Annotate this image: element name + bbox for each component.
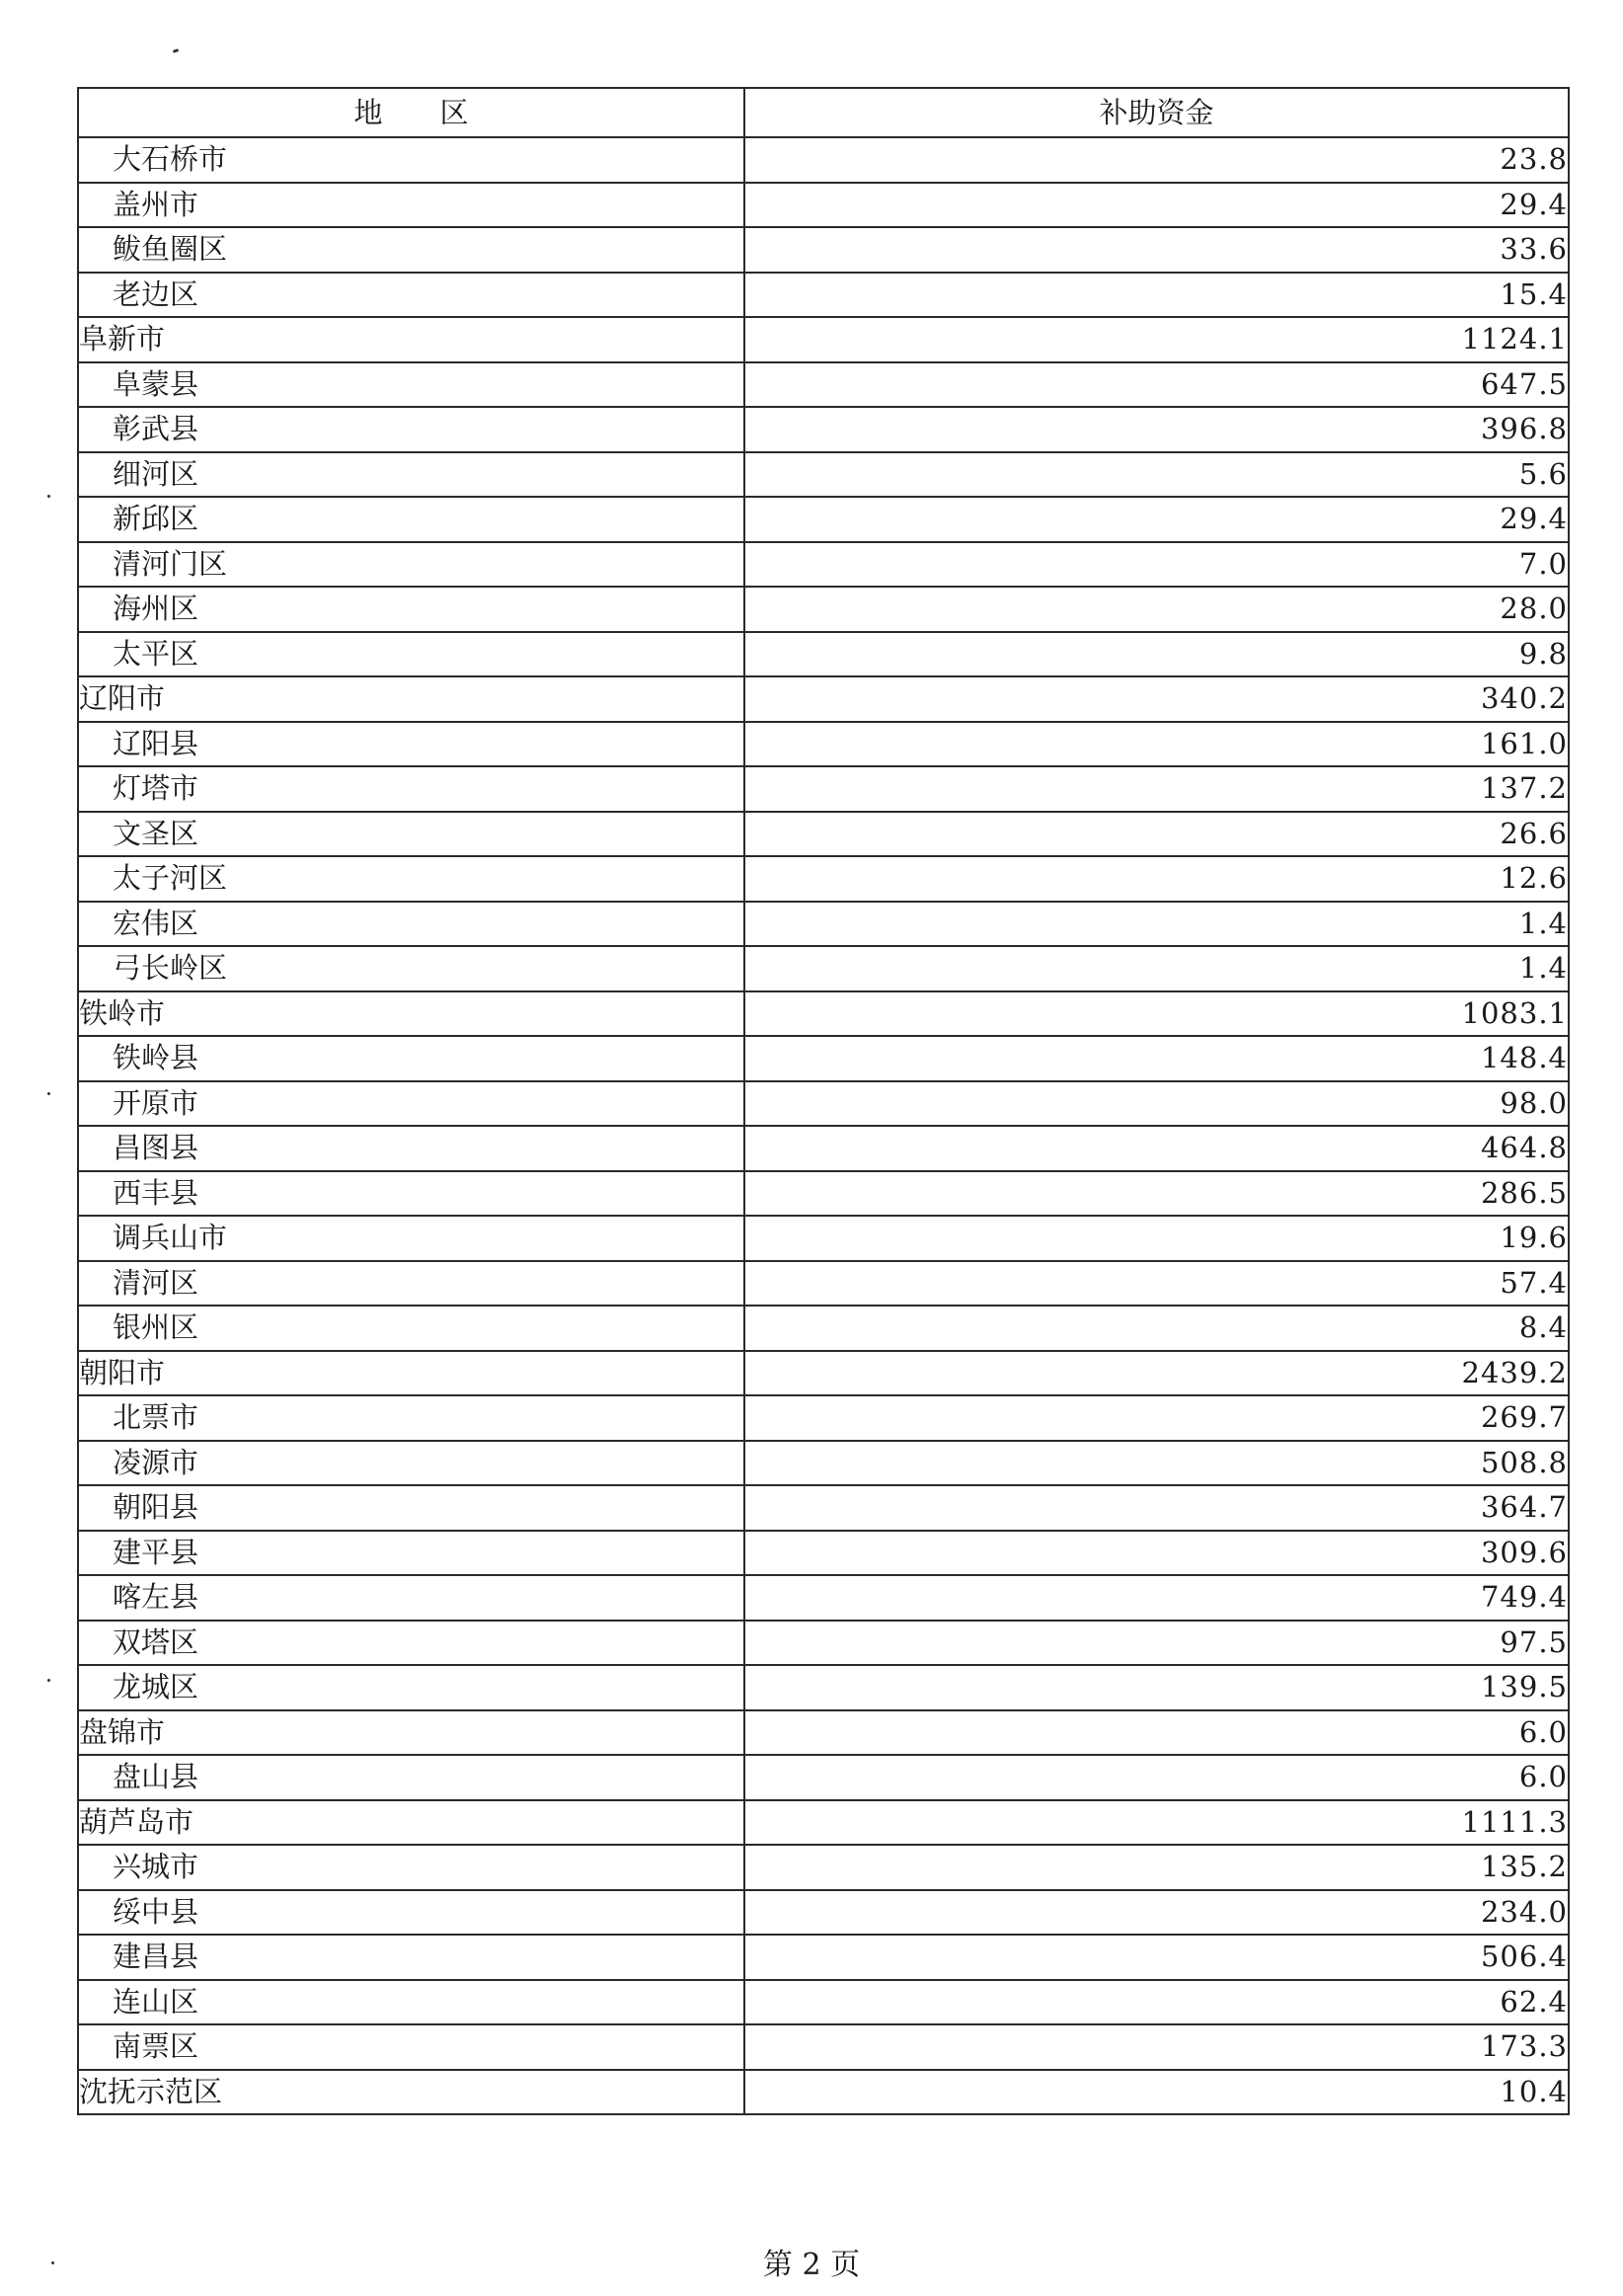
table-row: [78, 317, 1569, 362]
table-row: [78, 1351, 1569, 1396]
amount-cell: 340.2: [744, 676, 1569, 722]
amount-cell: 1111.3: [744, 1800, 1569, 1846]
table-row: [78, 227, 1569, 273]
county-region-cell: 龙城区: [78, 1665, 744, 1710]
county-region-cell: 连山区: [78, 1980, 744, 2025]
county-region-cell: 弓长岭区: [78, 946, 744, 991]
city-region-cell: 葫芦岛市: [78, 1800, 744, 1846]
table-row: [78, 1800, 1569, 1846]
table-row: [78, 856, 1569, 902]
amount-column-header: 补助资金: [744, 88, 1569, 137]
region-column-header: 地 区: [78, 88, 744, 137]
table-row: [78, 722, 1569, 767]
table-row: [78, 1171, 1569, 1217]
county-region-cell: 调兵山市: [78, 1216, 744, 1261]
county-region-cell: 喀左县: [78, 1575, 744, 1621]
scan-mark: [47, 495, 50, 498]
county-region-cell: 绥中县: [78, 1890, 744, 1936]
amount-cell: 173.3: [744, 2024, 1569, 2070]
subsidy-funds-table: [77, 87, 1570, 2115]
county-region-cell: 昌图县: [78, 1126, 744, 1171]
amount-cell: 98.0: [744, 1081, 1569, 1127]
amount-cell: 33.6: [744, 227, 1569, 273]
amount-cell: 97.5: [744, 1621, 1569, 1666]
county-region-cell: 大石桥市: [78, 137, 744, 183]
amount-cell: 506.4: [744, 1935, 1569, 1980]
amount-cell: 57.4: [744, 1261, 1569, 1306]
city-region-cell: 辽阳市: [78, 676, 744, 722]
amount-cell: 148.4: [744, 1036, 1569, 1081]
table-row: [78, 2024, 1569, 2070]
amount-cell: 396.8: [744, 407, 1569, 452]
amount-cell: 137.2: [744, 766, 1569, 812]
county-region-cell: 细河区: [78, 452, 744, 498]
table-row: [78, 2070, 1569, 2115]
city-region-cell: 朝阳市: [78, 1351, 744, 1396]
amount-cell: 135.2: [744, 1845, 1569, 1890]
table-row: [78, 362, 1569, 408]
table-row: [78, 1575, 1569, 1621]
county-region-cell: 双塔区: [78, 1621, 744, 1666]
scan-mark: [47, 1092, 50, 1095]
table-row: [78, 1441, 1569, 1486]
amount-cell: 286.5: [744, 1171, 1569, 1217]
table-row: [78, 1485, 1569, 1531]
county-region-cell: 阜蒙县: [78, 362, 744, 408]
amount-cell: 161.0: [744, 722, 1569, 767]
table-row: [78, 273, 1569, 318]
amount-cell: 1.4: [744, 946, 1569, 991]
table-row: [78, 991, 1569, 1037]
county-region-cell: 凌源市: [78, 1441, 744, 1486]
county-region-cell: 鲅鱼圈区: [78, 227, 744, 273]
table-row: [78, 1126, 1569, 1171]
table-row: [78, 676, 1569, 722]
table-row: [78, 1980, 1569, 2025]
amount-cell: 1083.1: [744, 991, 1569, 1037]
amount-cell: 2439.2: [744, 1351, 1569, 1396]
amount-cell: 364.7: [744, 1485, 1569, 1531]
page-number: 第 2 页: [762, 2248, 861, 2282]
table-row: [78, 1621, 1569, 1666]
county-region-cell: 文圣区: [78, 812, 744, 857]
amount-cell: 647.5: [744, 362, 1569, 408]
amount-cell: 6.0: [744, 1755, 1569, 1800]
table-row: [78, 1665, 1569, 1710]
city-region-cell: 沈抚示范区: [78, 2070, 744, 2115]
amount-cell: 234.0: [744, 1890, 1569, 1936]
amount-cell: 749.4: [744, 1575, 1569, 1621]
table-row: [78, 632, 1569, 677]
table-body: [78, 137, 1569, 2114]
county-region-cell: 太平区: [78, 632, 744, 677]
table-row: [78, 1036, 1569, 1081]
county-region-cell: 新邱区: [78, 497, 744, 542]
county-region-cell: 盘山县: [78, 1755, 744, 1800]
county-region-cell: 清河区: [78, 1261, 744, 1306]
table-row: [78, 766, 1569, 812]
amount-cell: 28.0: [744, 587, 1569, 632]
amount-cell: 5.6: [744, 452, 1569, 498]
scan-mark: [173, 48, 180, 53]
amount-cell: 19.6: [744, 1216, 1569, 1261]
amount-cell: 26.6: [744, 812, 1569, 857]
county-region-cell: 清河门区: [78, 542, 744, 588]
amount-cell: 1.4: [744, 902, 1569, 947]
table-row: [78, 1890, 1569, 1936]
city-region-cell: 铁岭市: [78, 991, 744, 1037]
county-region-cell: 西丰县: [78, 1171, 744, 1217]
county-region-cell: 太子河区: [78, 856, 744, 902]
city-region-cell: 阜新市: [78, 317, 744, 362]
county-region-cell: 彰武县: [78, 407, 744, 452]
table-row: [78, 452, 1569, 498]
county-region-cell: 灯塔市: [78, 766, 744, 812]
table-row: [78, 1306, 1569, 1351]
amount-cell: 309.6: [744, 1531, 1569, 1576]
amount-cell: 139.5: [744, 1665, 1569, 1710]
amount-cell: 29.4: [744, 183, 1569, 228]
table-row: [78, 1081, 1569, 1127]
amount-cell: 23.8: [744, 137, 1569, 183]
city-region-cell: 盘锦市: [78, 1710, 744, 1756]
amount-cell: 508.8: [744, 1441, 1569, 1486]
county-region-cell: 银州区: [78, 1306, 744, 1351]
table-row: [78, 137, 1569, 183]
county-region-cell: 宏伟区: [78, 902, 744, 947]
amount-cell: 29.4: [744, 497, 1569, 542]
table-row: [78, 587, 1569, 632]
table-row: [78, 812, 1569, 857]
amount-cell: 7.0: [744, 542, 1569, 588]
table-row: [78, 1216, 1569, 1261]
county-region-cell: 朝阳县: [78, 1485, 744, 1531]
county-region-cell: 建平县: [78, 1531, 744, 1576]
table-row: [78, 1935, 1569, 1980]
table-row: [78, 497, 1569, 542]
table-header-row: [78, 88, 1569, 137]
county-region-cell: 建昌县: [78, 1935, 744, 1980]
amount-cell: 9.8: [744, 632, 1569, 677]
amount-cell: 464.8: [744, 1126, 1569, 1171]
county-region-cell: 南票区: [78, 2024, 744, 2070]
amount-cell: 269.7: [744, 1395, 1569, 1441]
amount-cell: 10.4: [744, 2070, 1569, 2115]
county-region-cell: 辽阳县: [78, 722, 744, 767]
scan-mark: [47, 1679, 50, 1682]
amount-cell: 6.0: [744, 1710, 1569, 1756]
table-row: [78, 902, 1569, 947]
amount-cell: 15.4: [744, 273, 1569, 318]
county-region-cell: 海州区: [78, 587, 744, 632]
county-region-cell: 兴城市: [78, 1845, 744, 1890]
table-row: [78, 1395, 1569, 1441]
table-row: [78, 407, 1569, 452]
table-row: [78, 1710, 1569, 1756]
table-row: [78, 183, 1569, 228]
county-region-cell: 铁岭县: [78, 1036, 744, 1081]
table-row: [78, 542, 1569, 588]
county-region-cell: 盖州市: [78, 183, 744, 228]
table-row: [78, 1845, 1569, 1890]
county-region-cell: 老边区: [78, 273, 744, 318]
table-row: [78, 1755, 1569, 1800]
county-region-cell: 北票市: [78, 1395, 744, 1441]
amount-cell: 1124.1: [744, 317, 1569, 362]
table-row: [78, 1531, 1569, 1576]
table-row: [78, 946, 1569, 991]
amount-cell: 8.4: [744, 1306, 1569, 1351]
table-row: [78, 1261, 1569, 1306]
county-region-cell: 开原市: [78, 1081, 744, 1127]
amount-cell: 12.6: [744, 856, 1569, 902]
amount-cell: 62.4: [744, 1980, 1569, 2025]
